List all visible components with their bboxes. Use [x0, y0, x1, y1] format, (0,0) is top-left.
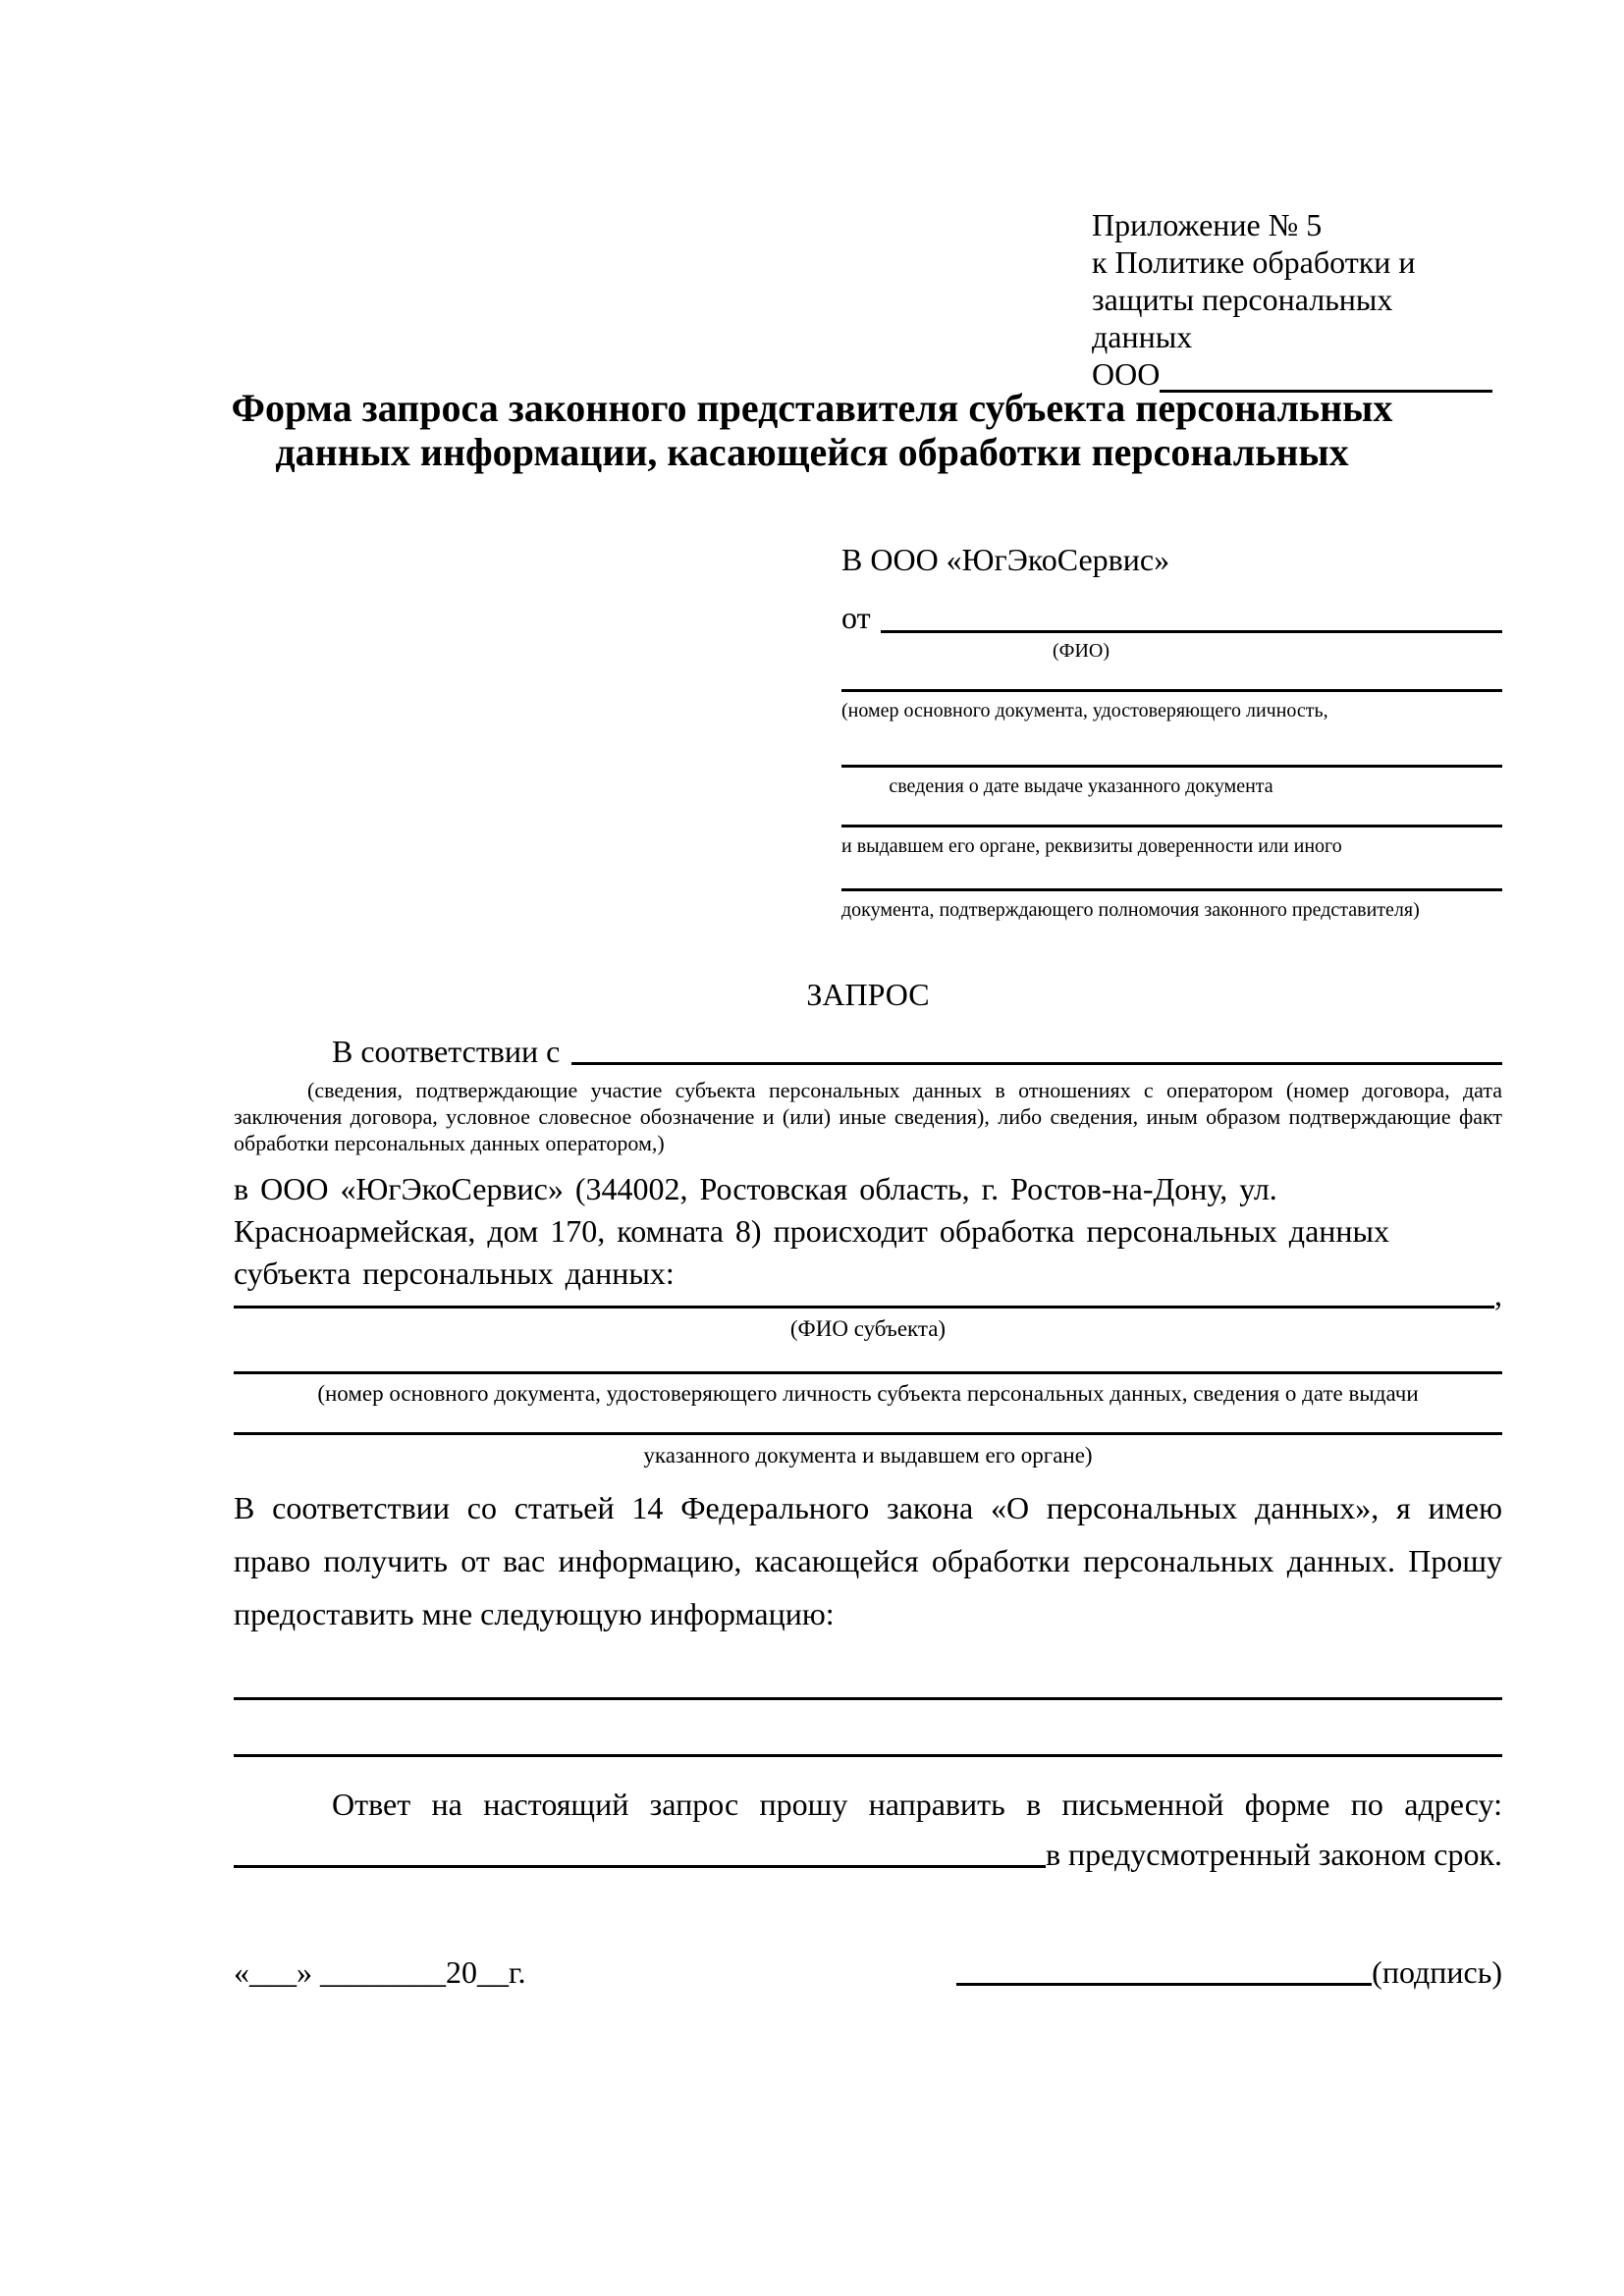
information-blank-line — [234, 1697, 1502, 1700]
from-label: от — [841, 600, 871, 635]
subject-doc-caption: указанного документа и выдавшем его органе) — [643, 1443, 1093, 1468]
basis-caption-line: заключения договора, условное словесное обозначение и (или) иные сведения), либо сведения, иным образом подтверждающие факт — [234, 1104, 1502, 1129]
appendix-line: Приложение № 5 — [1092, 207, 1323, 242]
representative-doc-caption: и выдавшем его органе, реквизиты доверенности или иного — [841, 835, 1342, 857]
basis-lead: В соответствии с — [332, 1034, 561, 1069]
reply-tail: в предусмотренный законом срок. — [1045, 1837, 1502, 1872]
operator-paragraph — [234, 1168, 1520, 1295]
from-row — [841, 600, 1502, 633]
statement-line: В соответствии со статьей 14 Федерального закона «О персональных данных», я имею — [234, 1490, 1502, 1525]
signature-blank-line — [956, 1954, 1372, 1986]
appendix-line: к Политике обработки и — [1092, 244, 1416, 280]
date-blank: «___» ________20__г. — [234, 1954, 526, 1990]
basis-caption-line: обработки персональных данных оператором,) — [234, 1131, 665, 1155]
fio-caption: (ФИО) — [1052, 640, 1110, 662]
appendix-line: защиты персональных данных — [1092, 282, 1393, 354]
addressee-organization: В ООО «ЮгЭкоСервис» — [841, 542, 1170, 577]
representative-doc-blank-line — [841, 888, 1502, 891]
reply-line: Ответ на настоящий запрос прошу направить в письменной форме по адресу: — [332, 1787, 1502, 1822]
representative-doc-blank-line — [841, 825, 1502, 828]
trailing-comma: , — [1494, 1277, 1502, 1312]
document-title — [161, 386, 1463, 474]
operator-paragraph-line: в ООО «ЮгЭкоСервис» (344002, Ростовская область, г. Ростов-на-Дону, ул. — [234, 1171, 1277, 1206]
document-title-line: Форма запроса законного представителя субъекта персональных — [231, 386, 1393, 430]
representative-doc-caption: документа, подтверждающего полномочия законного представителя) — [841, 899, 1420, 921]
representative-doc-caption: сведения о дате выдаче указанного документа — [889, 775, 1273, 797]
reply-address-blank-line — [234, 1837, 1046, 1868]
document-title-line: данных информации, касающейся обработки персональных — [275, 430, 1349, 474]
appendix-block — [1092, 206, 1492, 393]
operator-paragraph-line: Красноармейская, дом 170, комната 8) происходит обработка персональных данных — [234, 1213, 1390, 1249]
representative-doc-caption: (номер основного документа, удостоверяющего личность, — [841, 700, 1328, 721]
basis-caption-line: (сведения, подтверждающие участие субъекта персональных данных в отношениях с оператором (номер договора, дата — [307, 1078, 1502, 1102]
statement-line: предоставить мне следующую информацию: — [234, 1596, 835, 1631]
subject-doc-blank-line — [234, 1371, 1502, 1374]
subject-doc-blank-line — [234, 1432, 1502, 1435]
statement-line: право получить от вас информацию, касающейся обработки персональных данных. Прошу — [234, 1543, 1502, 1578]
reply-address-row — [234, 1837, 1502, 1872]
subject-fio-row — [234, 1277, 1502, 1312]
subject-fio-blank-line — [234, 1277, 1494, 1308]
from-name-blank-line — [881, 600, 1502, 633]
signature-caption: (подпись) — [1372, 1954, 1502, 1990]
subject-fio-caption: (ФИО субъекта) — [789, 1316, 947, 1341]
basis-row — [234, 1034, 1502, 1069]
operator-paragraph-line: субъекта персональных данных: — [234, 1255, 675, 1291]
representative-doc-blank-line — [841, 765, 1502, 768]
representative-doc-blank-line — [841, 689, 1502, 692]
subject-doc-caption: (номер основного документа, удостоверяющего личность субъекта персональных данных, сведения о дате выдачи — [317, 1381, 1419, 1406]
org-label: ООО — [1092, 356, 1161, 392]
request-heading: ЗАПРОС — [806, 977, 930, 1012]
information-blank-line — [234, 1754, 1502, 1757]
basis-blank-line — [571, 1034, 1502, 1065]
